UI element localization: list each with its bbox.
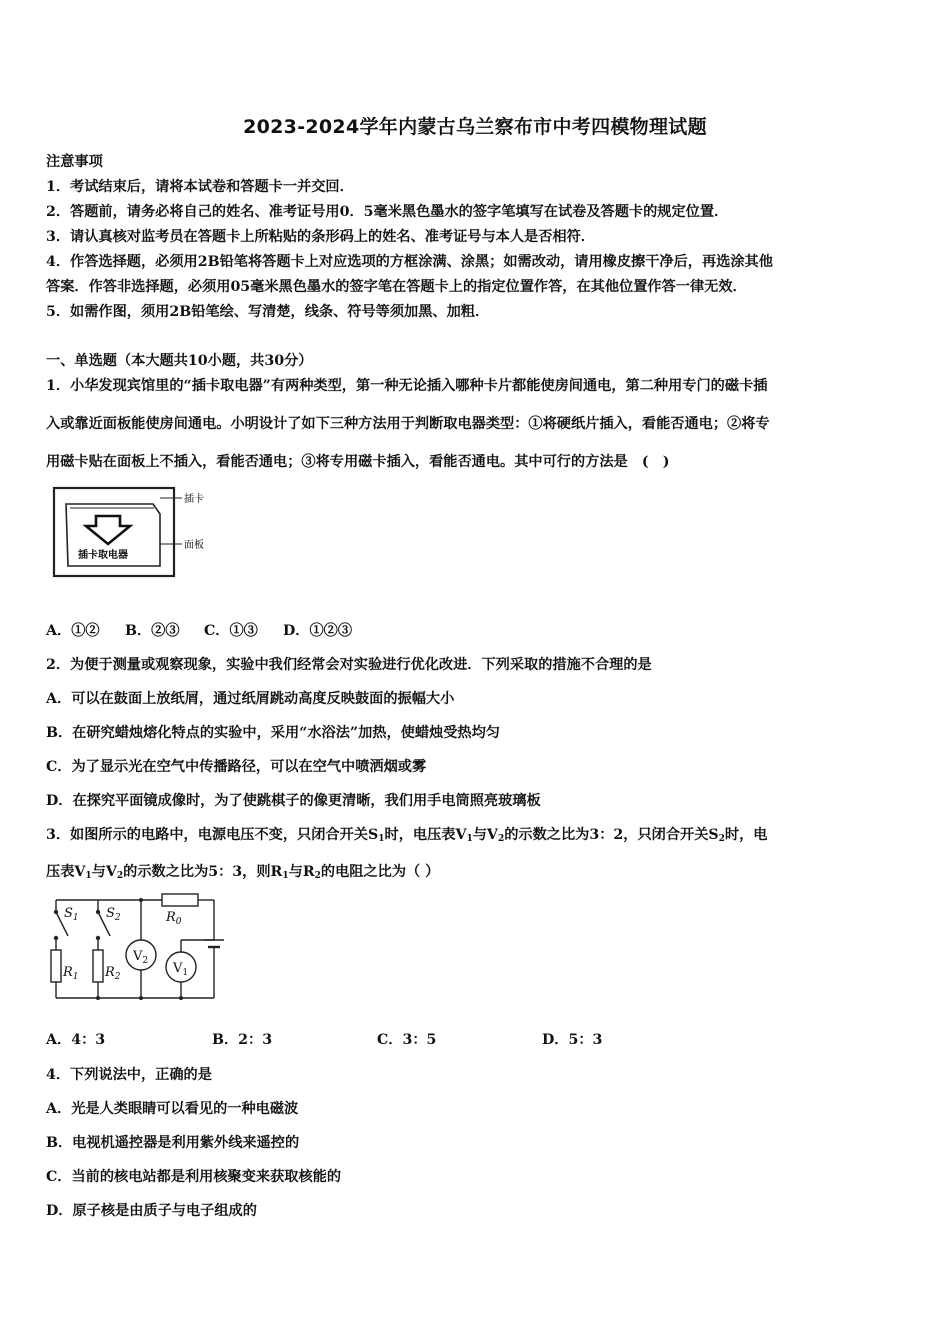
card-label: 插卡 <box>184 494 204 505</box>
notice-item: 5．如需作图，须用2B铅笔绘、写清楚，线条、符号等须加黑、加粗． <box>46 304 490 320</box>
q2-option-d: D．在探究平面镜成像时，为了使跳棋子的像更清晰，我们用手电筒照亮玻璃板 <box>46 793 541 809</box>
notice-heading: 注意事项 <box>46 154 103 170</box>
circuit-diagram <box>44 890 230 1004</box>
q2-stem: 2．为便于测量或观察现象，实验中我们经常会对实验进行优化改进．下列采取的措施不合理的是 <box>46 657 652 673</box>
resistor-r0-label: $R_0$ <box>166 910 182 927</box>
q3-stem-line2: 压表$V_1$与$V_2$的示数之比为5：3，则$R_1$与$R_2$的电阻之比为（ ） <box>46 864 440 881</box>
q1-option-c: C．①③ <box>204 623 258 639</box>
q1-option-b: B．②③ <box>125 623 180 639</box>
q4-option-b: B．电视机遥控器是利用紫外线来遥控的 <box>46 1135 300 1151</box>
q4-option-a: A．光是人类眼睛可以看见的一种电磁波 <box>46 1101 299 1117</box>
resistor-r2-label: $R_2$ <box>105 965 121 982</box>
q4-option-c: C．当前的核电站都是利用核聚变来获取核能的 <box>46 1169 342 1185</box>
resistor-r1-label: $R_1$ <box>63 965 79 982</box>
q1-option-d: D．①②③ <box>283 623 353 639</box>
q3-option-b: B．2：3 <box>212 1032 273 1048</box>
q2-option-b: B．在研究蜡烛熔化特点的实验中，采用“水浴法”加热，使蜡烛受热均匀 <box>46 725 500 741</box>
q4-option-d: D．原子核是由质子与电子组成的 <box>46 1203 257 1219</box>
card-reader-figure <box>48 486 228 584</box>
section-heading: 一、单选题（本大题共10小题，共30分） <box>46 353 313 369</box>
q1-stem-line: 1．小华发现宾馆里的“插卡取电器”有两种类型，第一种无论插入哪种卡片都能使房间通电，第二种用专门的磁卡插 <box>46 378 768 394</box>
q2-option-a: A．可以在鼓面上放纸屑，通过纸屑跳动高度反映鼓面的振幅大小 <box>46 691 455 707</box>
q1-stem-line: 入或靠近面板能使房间通电。小明设计了如下三种方法用于判断取电器类型：①将硬纸片插入，看能否通电；②将专 <box>46 416 770 432</box>
device-label: 插卡取电器 <box>78 550 128 561</box>
notice-item: 4．作答选择题，必须用2B铅笔将答题卡上对应选项的方框涂满、涂黑；如需改动，请用橡皮擦干净后，再选涂其他 <box>46 254 773 270</box>
q1-option-a: A．①② <box>46 623 100 639</box>
q2-option-c: C．为了显示光在空气中传播路径，可以在空气中喷洒烟或雾 <box>46 759 427 775</box>
notice-item: 答案．作答非选择题，必须用05毫米黑色墨水的签字笔在答题卡上的指定位置作答，在其他位置作答一律无效． <box>46 279 747 295</box>
q3-option-a: A．4：3 <box>46 1032 106 1048</box>
q3-stem-line1: 3．如图所示的电路中，电源电压不变，只闭合开关$S_1$时，电压表$V_1$与$V_2$的示数之比为3：2，只闭合开关$S_2$时，电 <box>46 827 768 844</box>
page-title: 2023-2024学年内蒙古乌兰察布市中考四模物理试题 <box>243 116 707 138</box>
q4-stem: 4．下列说法中，正确的是 <box>46 1067 212 1083</box>
switch-s2-label: $S_2$ <box>106 906 121 923</box>
notice-item: 3．请认真核对监考员在答题卡上所粘贴的条形码上的姓名、准考证号与本人是否相符． <box>46 229 595 245</box>
panel-label: 面板 <box>184 540 204 551</box>
q3-option-c: C．3：5 <box>377 1032 437 1048</box>
notice-item: 1．考试结束后，请将本试卷和答题卡一并交回． <box>46 179 354 195</box>
q3-option-d: D．5：3 <box>542 1032 603 1048</box>
q1-stem-line: 用磁卡贴在面板上不插入，看能否通电；③将专用磁卡插入，看能否通电。其中可行的方法是 ( ) <box>46 454 670 470</box>
voltmeter-v1-label: $V_1$ <box>173 961 189 978</box>
notice-item: 2．答题前，请务必将自己的姓名、准考证号用0．5毫米黑色墨水的签字笔填写在试卷及答题卡的规定位置． <box>46 204 729 220</box>
switch-s1-label: $S_1$ <box>64 906 79 923</box>
voltmeter-v2-label: $V_2$ <box>133 949 149 966</box>
